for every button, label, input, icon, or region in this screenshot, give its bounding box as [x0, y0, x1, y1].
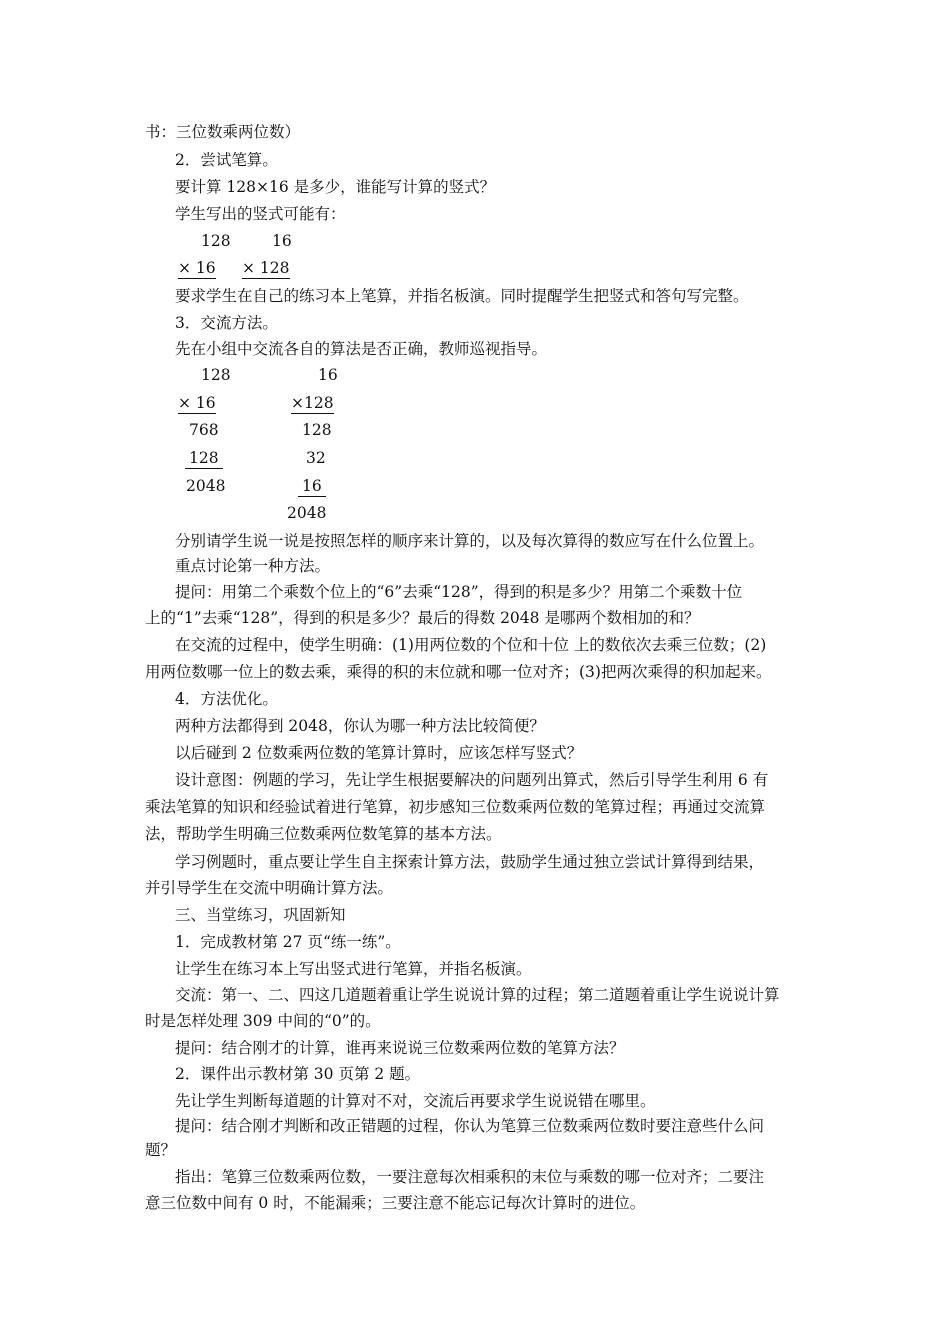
text-line: 交流：第一、二、四这几道题着重让学生说说计算的过程；第二道题着重让学生说说计算 [175, 986, 780, 1004]
text-line: 以后碰到 2 位数乘两位数的笔算计算时，应该怎样写竖式？ [175, 744, 583, 762]
text-line: 提问：结合刚才判断和改正错题的过程，你认为笔算三位数乘两位数时要注意些什么问 [175, 1117, 765, 1135]
text-line: 分别请学生说一说是按照怎样的顺序来计算的，以及每次算得的数应写在什么位置上。 [175, 532, 765, 550]
calc-b-top: 16 [272, 232, 292, 250]
section-heading: 三、当堂练习，巩固新知 [175, 906, 346, 924]
text-line: 先在小组中交流各自的算法是否正确，教师巡视指导。 [175, 340, 548, 358]
calc-a-top: 128 [201, 232, 231, 250]
section-heading: 2．课件出示教材第 30 页第 2 题。 [175, 1065, 421, 1083]
text-line: 乘法笔算的知识和经验试着进行笔算，初步感知三位数乘两位数的笔算过程；再通过交流算 [145, 798, 766, 816]
text-line: 学习例题时，重点要让学生自主探索计算方法，鼓励学生通过独立尝试计算得到结果， [175, 853, 765, 871]
text-line: 时是怎样处理 309 中间的“0”的。 [145, 1012, 381, 1030]
section-heading: 4．方法优化。 [175, 690, 278, 708]
calc2-b-sum: 2048 [287, 504, 327, 522]
text-line: 指出：笔算三位数乘两位数，一要注意每次相乘积的末位与乘数的哪一位对齐；二要注 [175, 1168, 765, 1186]
text-line: 设计意图：例题的学习，先让学生根据要解决的问题列出算式，然后引导学生利用 6 有 [175, 771, 769, 789]
calc2-a-sum: 2048 [186, 477, 226, 495]
text-line: 并引导学生在交流中明确计算方法。 [145, 879, 394, 897]
calc2-b-multiplier: ×128 [291, 394, 334, 412]
calc2-a-multiplier: × 16 [178, 394, 216, 412]
text-line: 提问：用第二个乘数个位上的“6”去乘“128”，得到的积是多少？用第二个乘数十位 [175, 583, 743, 601]
text-line: 要求学生在自己的练习本上笔算，并指名板演。同时提醒学生把竖式和答句写完整。 [175, 287, 749, 305]
text-line: 意三位数中间有 0 时，不能漏乘；三要注意不能忘记每次计算时的进位。 [145, 1194, 646, 1212]
calc-b-multiplier: × 128 [242, 259, 290, 277]
text-line: 两种方法都得到 2048，你认为哪一种方法比较简便？ [175, 717, 545, 735]
calc2-b-partial2: 32 [306, 449, 326, 467]
calc2-a-partial2: 128 [185, 449, 223, 469]
calc2-b-top: 16 [318, 366, 338, 384]
text-line: 用两位数哪一位上的数去乘，乘得的积的末位就和哪一位对齐；(3)把两次乘得的积加起来。 [145, 663, 772, 681]
section-heading: 1．完成教材第 27 页“练一练”。 [175, 933, 401, 951]
calc-a-multiplier: × 16 [178, 259, 216, 277]
section-heading: 3．交流方法。 [175, 314, 278, 332]
text-line: 书：三位数乘两位数） [145, 123, 301, 141]
calc2-b-partial1: 128 [302, 421, 332, 439]
text-line: 要计算 128×16 是多少，谁能写计算的竖式？ [175, 178, 496, 196]
text-line: 在交流的过程中，使学生明确：(1)用两位数的个位和十位 上的数依次去乘三位数；(2) [175, 636, 767, 654]
calc2-a-partial1: 768 [189, 421, 219, 439]
text-line: 提问：结合刚才的计算，谁再来说说三位数乘两位数的笔算方法？ [175, 1039, 625, 1057]
section-heading: 2．尝试笔算。 [175, 151, 278, 169]
text-line: 重点讨论第一种方法。 [175, 557, 331, 575]
calc2-b-partial3: 16 [298, 477, 326, 497]
text-line: 先让学生判断每道题的计算对不对，交流后再要求学生说说错在哪里。 [175, 1092, 656, 1110]
calc2-a-top: 128 [201, 366, 231, 384]
text-line: 题？ [145, 1141, 177, 1159]
text-line: 法，帮助学生明确三位数乘两位数笔算的基本方法。 [145, 825, 502, 843]
text-line: 上的“1”去乘“128”，得到的积是多少？最后的得数 2048 是哪两个数相加的和？ [145, 609, 700, 627]
text-line: 学生写出的竖式可能有： [175, 205, 346, 223]
text-line: 让学生在练习本上写出竖式进行笔算，并指名板演。 [175, 960, 532, 978]
